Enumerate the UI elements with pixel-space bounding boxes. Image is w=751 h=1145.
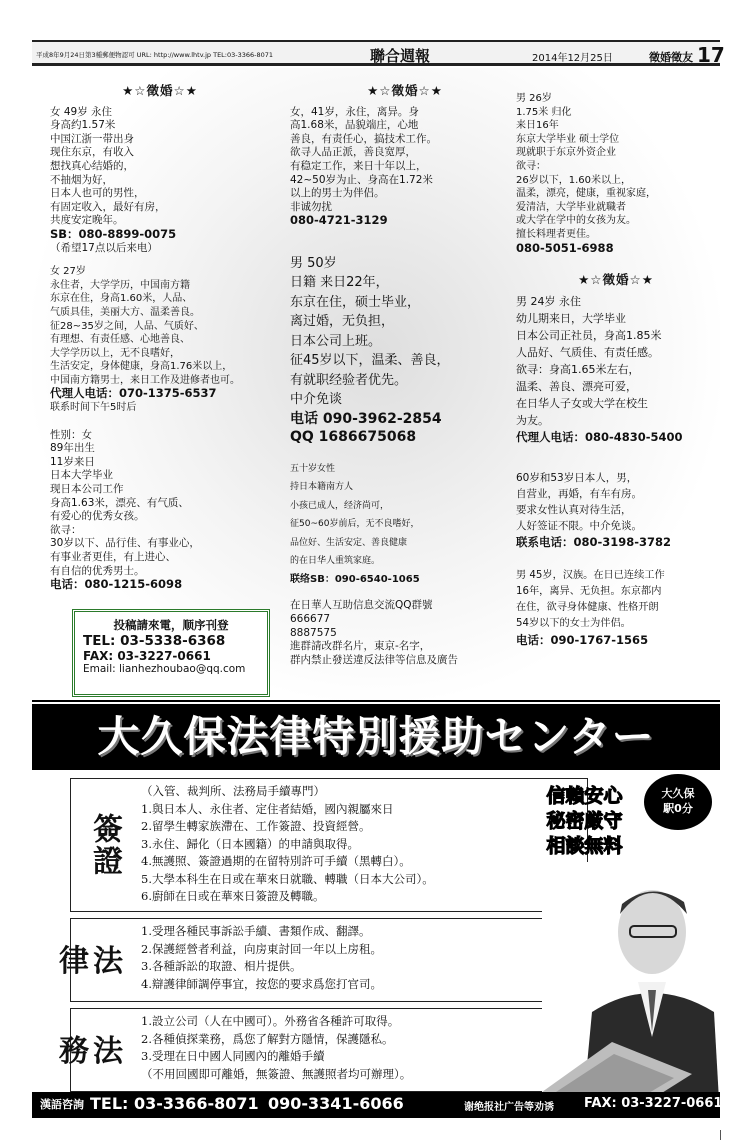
ad-phone: 080-4721-3129: [290, 213, 388, 228]
margin-tick: [720, 1130, 721, 1140]
ad-line: 666677: [290, 613, 331, 626]
ad-line: 现住东京，有收入: [50, 146, 134, 159]
ad-line: 16年，离异、无负担。东京都内: [516, 585, 662, 597]
service-item: 1.設立公司（人在中國可）。外務省各種許可取得。: [141, 1014, 400, 1028]
ad-line: 有理想、有责任感、心地善良、: [50, 334, 190, 346]
ad-line: 有事业者更佳，有上进心、: [50, 551, 176, 563]
slogan-line: 秘密厳守: [546, 810, 623, 832]
station-badge: [644, 774, 712, 830]
ad-line: 人品好、气质佳、有责任感。: [516, 345, 659, 359]
ad-line: 8887575: [290, 626, 337, 639]
ad-male-24: [516, 293, 716, 446]
ad-line: 共度安定晚年。: [50, 214, 124, 227]
ad-line: 有稳定工作，来日十年以上，: [290, 159, 427, 172]
ad-phone: 代理人电话：070-1375-6537: [50, 386, 217, 401]
ad-line: 有固定收入，最好有房，: [50, 200, 166, 213]
ad-phone: 电话 090-3962-2854: [290, 410, 442, 427]
ad-line: 来日16年: [516, 120, 559, 132]
service-item: 3.受理在日中國人同國內的離婚手續: [141, 1049, 325, 1063]
ad-line: 54岁以下的女士为伴侣。: [516, 617, 631, 629]
contrib-heading: 投稿請來電，顺序刊登: [113, 618, 229, 632]
page-header: [32, 40, 725, 67]
ad-line: 欲寻：: [50, 523, 82, 536]
ad-phone: 联系电话：080-3198-3782: [516, 534, 672, 549]
ad-male-60-53: [516, 470, 716, 550]
ad-line: 欲寻：: [516, 160, 546, 172]
ad-line: 气质具佳，美丽大方、温柔善良。: [50, 306, 200, 318]
service-item: 2.保護經營者利益，向房東討回一年以上房租。: [141, 941, 382, 956]
service-item: （入管、裁判所、法務局手續專門）: [141, 784, 325, 798]
ad-line: 高1.68米，品貌端庄，心地: [290, 119, 419, 132]
ad-line: 在住，欲寻身体健康、性格开朗: [516, 601, 659, 613]
ad-line: 持日本籍南方人: [290, 482, 354, 493]
ad-line: 现日本公司工作: [50, 483, 124, 496]
footer-tel: TEL: 03-3366-8071: [90, 1094, 259, 1113]
ad-line: 温柔，漂亮，健康，重视家庭，: [516, 188, 656, 200]
service-item: 3.各種訴訟的取證、相片提供。: [141, 959, 302, 973]
ad-line: 征28~35岁之间，人品、气质好、: [50, 320, 204, 332]
ad-line: 11岁来日: [50, 455, 95, 468]
service-item: 1.與日本人、永住者、定住者結婚，國內親屬來日: [141, 801, 394, 816]
ad-line: 想找真心结婚的，: [50, 159, 134, 172]
ad-male-45: [516, 568, 716, 648]
ad-line: 有自信的优秀男士。: [50, 564, 145, 577]
slogan-line: 信賴安心: [546, 785, 623, 807]
ad-line: 爱清洁，大学毕业就職者: [516, 201, 626, 213]
footer-label: 漢語咨詢: [40, 1098, 84, 1111]
legal-banner: 大久保法律特別援助センター: [32, 704, 720, 770]
ad-female-41: [290, 106, 520, 228]
ad-line: 日籍 来日22年，: [290, 275, 389, 291]
header-meta: 平成8年9月24日第3種郵便物認可 URL: http://www.lhtv.jp TEL:03-3366-8071: [36, 51, 274, 59]
ad-line: 品位好、生活安定、善良健康: [290, 537, 408, 548]
footer-note: 谢绝报社广告等劝诱: [464, 1102, 554, 1113]
footer-mobile: 090-3341-6066: [268, 1094, 404, 1113]
ad-line: 东京大学毕业 硕士学位: [516, 133, 620, 145]
ad-line: 1.75米 归化: [516, 106, 572, 118]
ad-line: 要求女性认真对待生活，: [516, 503, 632, 516]
service-item: 1.受理各種民事訴訟手續、書類作成、翻譯。: [141, 924, 371, 938]
ad-line: 在日华人子女或大学在校生: [516, 396, 648, 410]
ad-line: 征45岁以下，温柔、善良，: [290, 353, 450, 369]
column-title: ★☆徵婚☆★: [578, 272, 654, 288]
service-item: （不用回國即可離婚，無簽證、無護照者均可辦理）。: [141, 1066, 412, 1081]
ad-line: 为友。: [516, 413, 549, 427]
ad-line: 的在日华人重筑家庭。: [290, 556, 381, 567]
ad-line: 男 45岁，汉族。在日已连续工作: [516, 569, 665, 581]
visa-section: [70, 778, 588, 912]
ad-line: 欲寻人品正派，善良宽厚，: [290, 146, 416, 159]
page-number: 17: [697, 43, 725, 67]
ad-phone: 代理人电话：080-4830-5400: [516, 429, 683, 444]
ad-line: 日本公司上班。: [290, 333, 382, 349]
ad-note: 联系时间下午5时后: [50, 402, 137, 414]
ad-line: 或大学在学中的女孩为友。: [516, 215, 636, 227]
ad-female-89: [50, 429, 270, 592]
contrib-fax: FAX: 03-3227-0661: [83, 649, 211, 663]
ad-line: 42~50岁为止、身高在1.72米: [290, 173, 433, 186]
ad-phone: SB：080-8899-0075: [50, 226, 177, 241]
ad-line: 五十岁女性: [290, 463, 336, 474]
ad-male-50: [290, 254, 520, 446]
slogan-line: 相談無料: [546, 835, 623, 857]
ad-line: 女 27岁: [50, 266, 86, 278]
ad-line: 女，41岁，永住，离异。身: [290, 105, 419, 118]
section-name: 徵婚徵友: [649, 51, 693, 64]
ad-line: 以上的男士为伴侣。: [290, 187, 385, 200]
businessman-laptop-photo: [542, 862, 723, 1118]
ads-column-3: [516, 92, 716, 648]
service-item: 3.永住、歸化（日本國籍）的申請與取得。: [141, 836, 359, 851]
ad-line: 日本公司正社员，身高1.85米: [516, 328, 662, 342]
ad-line: 征50~60岁前后，无不良嗜好，: [290, 519, 420, 530]
ad-line: 男 50岁: [290, 255, 337, 271]
law-heading: 法律: [53, 944, 122, 976]
station-line: 駅0分: [663, 802, 693, 815]
ad-line: 有就职经验者优先。: [290, 372, 408, 388]
ad-line: 中介免谈: [290, 392, 343, 408]
ad-line: 东京在住，身高1.60米，人品、: [50, 293, 193, 305]
ad-line: 有爱心的优秀女孩。: [50, 510, 145, 523]
business-heading: 法務: [53, 1034, 122, 1066]
ads-column-2: [290, 84, 520, 667]
business-section: [53, 1008, 588, 1092]
law-section: [53, 918, 588, 1002]
ad-line: 不抽烟为好，: [50, 173, 113, 186]
ad-line: 男 26岁: [516, 93, 552, 104]
ad-line: 自营业，再婚，有车有房。: [516, 487, 642, 500]
service-item: 4.辯護律師調停事宜，按您的要求爲您打官司。: [141, 976, 382, 991]
ad-line: 擅长料理者更佳。: [516, 228, 596, 240]
issue-date: 2014年12月25日: [532, 53, 613, 64]
visa-heading: 簽證: [87, 813, 122, 877]
service-item: 2.各種偵探業務，爲您了解對方隱情，保護隱私。: [141, 1031, 394, 1046]
ad-line: 生活安定，身体健康，身高1.76米以上，: [50, 361, 233, 373]
ad-phone: 电话：080-1215-6098: [50, 577, 183, 592]
footer-contact-bar: [32, 1092, 723, 1118]
ad-phone: 080-5051-6988: [516, 240, 614, 255]
station-line: 大久保: [661, 787, 695, 800]
ad-line: 离过婚，无负担，: [290, 314, 395, 330]
ad-female-27: [50, 265, 270, 415]
contrib-email: Email: lianhezhoubao@qq.com: [83, 663, 246, 675]
ad-qq: QQ 1686675068: [290, 428, 417, 445]
personal-ads-area: [32, 68, 720, 700]
newspaper-title: 聯合週報: [370, 47, 431, 65]
ad-line: 60岁和53岁日本人，男，: [516, 471, 638, 484]
ad-line: 现就职于东京外资企业: [516, 147, 616, 159]
ad-line: 日本人也可的男性，: [50, 187, 145, 200]
ad-line: 30岁以下、品行佳、有事业心，: [50, 537, 200, 550]
ad-male-26: [516, 92, 716, 255]
ad-line: 在日華人互助信息交流QQ群號: [290, 599, 433, 612]
ad-line: 身高约1.57米: [50, 119, 116, 132]
ad-phone: 电话：090-1767-1565: [516, 632, 649, 647]
ad-line: 日本大学毕业: [50, 469, 113, 482]
ad-phone: 联络SB：090-6540-1065: [290, 573, 420, 585]
ad-female-49: [50, 106, 270, 256]
ad-line: 非诚勿扰: [290, 200, 332, 213]
ad-female-50s: [290, 460, 520, 590]
service-item: 5.大學本科生在日或在華來日就職、轉職（日本大公司）。: [141, 871, 434, 886]
legal-center-ad: [32, 700, 723, 1118]
ad-line: 性别：女: [50, 428, 92, 441]
ad-line: 女 49岁 永住: [50, 105, 113, 118]
slogan: [522, 784, 647, 859]
service-item: 4.無護照、簽證過期的在留特別許可手續（黑轉白）。: [141, 854, 411, 868]
contribution-box: [72, 609, 270, 697]
contrib-tel: TEL: 03-5338-6368: [83, 633, 226, 649]
service-item: 6.廚師在日或在華來日簽證及轉職。: [141, 889, 325, 903]
ad-line: 东京在住，硕士毕业，: [290, 294, 421, 310]
column-title: ★☆徵婚☆★: [122, 83, 198, 98]
ad-line: 進群請改群名片，東京-名字，: [290, 640, 431, 653]
ad-line: 男 24岁 永住: [516, 294, 581, 308]
column-title: ★☆徵婚☆★: [367, 83, 443, 98]
ad-line: 26岁以下，1.60米以上，: [516, 174, 631, 186]
ad-line: 中国江浙一带出身: [50, 132, 134, 145]
ad-line: 身高1.63米，漂亮、有气质、: [50, 496, 189, 509]
ad-line: 温柔、善良、漂亮可爱，: [516, 379, 637, 393]
ad-line: 善良，有责任心，搞技术工作。: [290, 132, 437, 145]
qq-group-notice: [290, 599, 520, 667]
service-item: 2.留學生轉家族滯在、工作簽證、投資經營。: [141, 819, 371, 833]
ad-line: 永住者，大学学历，中国南方籍: [50, 279, 190, 291]
ad-line: 大学学历以上，无不良嗜好，: [50, 347, 180, 359]
ad-line: 89年出生: [50, 442, 95, 455]
ad-line: 中国南方籍男士，来日工作及进修者也可。: [50, 374, 240, 386]
ad-line: 群内禁止發送違反法律等信息及廣告: [290, 653, 458, 666]
ad-line: 幼儿期来日，大学毕业: [516, 311, 626, 325]
ad-note: （希望17点以后来电）: [50, 241, 158, 254]
ad-line: 小孩已成人，经济尚可，: [290, 500, 390, 511]
footer-fax: FAX: 03-3227-0661: [584, 1096, 723, 1111]
ad-line: 人好签证不限。中介免谈。: [516, 519, 642, 532]
ads-column-1: [50, 84, 270, 592]
ad-line: 欲寻：身高1.65米左右，: [516, 362, 640, 376]
